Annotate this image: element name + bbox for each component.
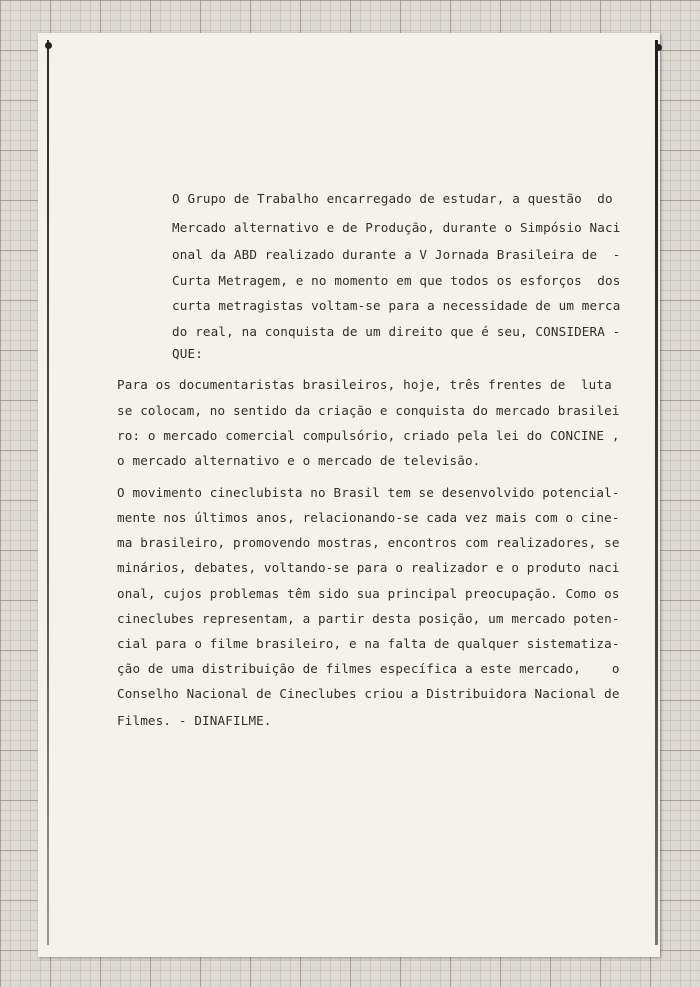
text-line: onal, cujos problemas têm sido sua principal preocupação. Como os [117,586,620,601]
text-line: Filmes. - DINAFILME. [117,713,272,728]
hole-punch-mark-left [45,42,52,49]
text-line: o mercado alternativo e o mercado de televisão. [117,453,481,468]
text-line: cineclubes representam, a partir desta posição, um mercado poten- [117,611,620,626]
text-line: cial para o filme brasileiro, e na falta de qualquer sistematiza- [117,636,620,651]
text-line: ma brasileiro, promovendo mostras, encontros com realizadores, se [117,535,620,550]
text-line: O Grupo de Trabalho encarregado de estudar, a questão do [172,191,613,206]
text-line: QUE: [172,346,203,361]
text-line: onal da ABD realizado durante a V Jornada Brasileira de - [172,247,621,262]
text-line: Para os documentaristas brasileiros, hoje, três frentes de luta [117,377,612,392]
paper-right-edge [655,40,658,945]
text-line: mente nos últimos anos, relacionando-se cada vez mais com o cine- [117,510,620,525]
text-line: curta metragistas voltam-se para a necessidade de um merca [172,298,621,313]
text-line: ro: o mercado comercial compulsório, criado pela lei do CONCINE , [117,428,620,443]
paper-left-edge [47,40,49,945]
text-line: O movimento cineclubista no Brasil tem se desenvolvido potencial- [117,485,620,500]
text-line: minários, debates, voltando-se para o realizador e o produto naci [117,560,620,575]
text-line: ção de uma distribuição de filmes específica a este mercado, o [117,661,620,676]
text-line: Curta Metragem, e no momento em que todos os esforços dos [172,273,621,288]
text-line: Conselho Nacional de Cineclubes criou a Distribuidora Nacional de [117,686,620,701]
hole-punch-mark-right [655,44,662,51]
text-line: se colocam, no sentido da criação e conquista do mercado brasilei [117,403,620,418]
text-line: Mercado alternativo e de Produção, durante o Simpósio Naci [172,220,621,235]
text-line: do real, na conquista de um direito que é seu, CONSIDERA - [172,324,621,339]
